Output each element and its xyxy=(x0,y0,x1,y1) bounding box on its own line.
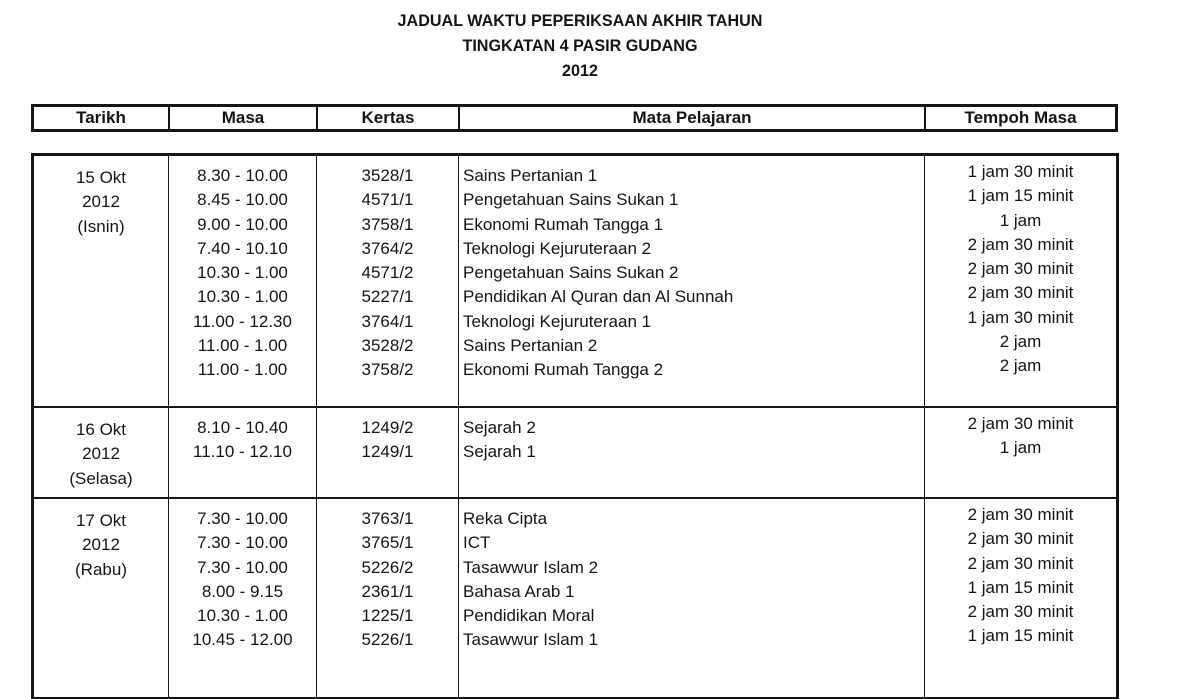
date-cell xyxy=(34,408,168,497)
kertas-cell: 4571/2 xyxy=(361,263,414,283)
masa-cell: 10.30 - 1.00 xyxy=(197,263,288,283)
date-line: (Selasa) xyxy=(69,468,133,488)
tempoh-masa-cell: 2 jam xyxy=(999,356,1042,376)
kertas-cell: 3758/1 xyxy=(361,214,414,234)
tempoh-masa-cell: 2 jam 30 minit xyxy=(967,505,1074,524)
mata-pelajaran-cell: Reka Cipta xyxy=(463,509,548,528)
masa-cell: 10.45 - 12.00 xyxy=(192,630,293,650)
kertas-cell-column xyxy=(316,408,458,497)
masa-cell: 7.40 - 10.10 xyxy=(197,238,288,258)
date-line: (Rabu) xyxy=(75,559,127,579)
kertas-cell-column xyxy=(316,156,458,406)
header-tarikh: Tarikh xyxy=(76,108,126,127)
tempoh-masa-cell-column xyxy=(924,156,1116,406)
mata-pelajaran-cell: Pendidikan Al Quran dan Al Sunnah xyxy=(463,287,734,307)
title-line-2: TINGKATAN 4 PASIR GUDANG xyxy=(462,36,698,55)
kertas-cell: 3765/1 xyxy=(361,533,414,553)
tempoh-masa-cell: 2 jam 30 minit xyxy=(967,553,1074,573)
masa-cell: 8.45 - 10.00 xyxy=(197,190,288,210)
kertas-cell: 3528/2 xyxy=(361,336,414,356)
masa-cell-column xyxy=(168,499,316,697)
tempoh-masa-cell: 1 jam xyxy=(999,210,1042,230)
header-mata-pelajaran: Mata Pelajaran xyxy=(458,107,924,129)
masa-cell: 7.30 - 10.00 xyxy=(197,533,288,553)
masa-cell: 11.10 - 12.10 xyxy=(193,442,292,462)
mata-pelajaran-cell-column xyxy=(458,408,924,497)
date-group xyxy=(34,499,1116,699)
document-title xyxy=(343,8,818,83)
title-line-1: JADUAL WAKTU PEPERIKSAAN AKHIR TAHUN xyxy=(397,11,763,30)
tempoh-masa-cell: 2 jam 30 minit xyxy=(967,414,1074,433)
exam-schedule-table xyxy=(31,153,1119,699)
kertas-cell: 3763/1 xyxy=(361,509,414,528)
mata-pelajaran-cell: Bahasa Arab 1 xyxy=(463,581,575,601)
date-line: 17 Okt xyxy=(75,511,127,530)
masa-cell: 7.30 - 10.00 xyxy=(197,557,288,577)
date-line: (Isnin) xyxy=(77,216,125,236)
masa-cell: 11.00 - 1.00 xyxy=(197,336,288,356)
mata-pelajaran-cell: Pengetahuan Sains Sukan 2 xyxy=(463,263,679,283)
mata-pelajaran-cell: Sejarah 2 xyxy=(463,418,536,437)
masa-cell: 7.30 - 10.00 xyxy=(197,509,288,528)
kertas-cell: 5226/1 xyxy=(361,630,414,650)
masa-cell-column xyxy=(168,156,316,406)
mata-pelajaran-cell: Teknologi Kejuruteraan 1 xyxy=(463,311,652,331)
mata-pelajaran-cell: Pendidikan Moral xyxy=(463,606,595,626)
date-group xyxy=(34,408,1116,499)
tempoh-masa-cell: 2 jam 30 minit xyxy=(967,283,1074,303)
masa-cell-column xyxy=(168,408,316,497)
mata-pelajaran-cell-column xyxy=(458,156,924,406)
date-cell xyxy=(34,156,168,406)
mata-pelajaran-cell-column xyxy=(458,499,924,697)
tempoh-masa-cell: 2 jam 30 minit xyxy=(967,259,1074,279)
date-line: 2012 xyxy=(82,192,120,212)
table-header xyxy=(31,104,1118,132)
mata-pelajaran-cell: Tasawwur Islam 2 xyxy=(463,557,599,577)
header-kertas: Kertas xyxy=(316,107,458,129)
mata-pelajaran-cell: Teknologi Kejuruteraan 2 xyxy=(463,238,652,258)
tempoh-masa-cell: 1 jam xyxy=(999,438,1042,458)
tempoh-masa-cell: 1 jam 15 minit xyxy=(967,186,1074,206)
kertas-cell: 5226/2 xyxy=(361,557,414,577)
header-tempoh-masa: Tempoh Masa xyxy=(924,107,1115,129)
tempoh-masa-cell-column xyxy=(924,408,1116,497)
tempoh-masa-cell: 2 jam 30 minit xyxy=(967,234,1074,254)
kertas-cell: 5227/1 xyxy=(361,287,414,307)
masa-cell: 11.00 - 12.30 xyxy=(193,311,292,331)
kertas-cell: 3758/2 xyxy=(361,360,414,380)
kertas-cell: 1249/1 xyxy=(361,442,414,462)
masa-cell: 8.10 - 10.40 xyxy=(197,418,288,437)
masa-cell: 10.30 - 1.00 xyxy=(197,287,288,307)
mata-pelajaran-cell: Pengetahuan Sains Sukan 1 xyxy=(463,190,679,210)
tempoh-masa-cell: 1 jam 30 minit xyxy=(967,162,1074,181)
mata-pelajaran-cell: ICT xyxy=(463,533,491,553)
tempoh-masa-cell: 1 jam 30 minit xyxy=(967,307,1074,327)
kertas-cell: 2361/1 xyxy=(361,581,414,601)
date-cell xyxy=(34,499,168,697)
mata-pelajaran-cell: Sains Pertanian 2 xyxy=(463,336,598,356)
tempoh-masa-cell: 1 jam 15 minit xyxy=(967,626,1074,646)
tempoh-masa-cell: 2 jam xyxy=(999,332,1042,352)
kertas-cell: 1249/2 xyxy=(361,418,414,437)
date-line: 16 Okt xyxy=(75,420,127,439)
date-group xyxy=(34,156,1116,408)
kertas-cell: 3764/1 xyxy=(361,311,414,331)
tempoh-masa-cell: 2 jam 30 minit xyxy=(967,529,1074,549)
mata-pelajaran-cell: Sejarah 1 xyxy=(463,442,536,462)
title-line-3: 2012 xyxy=(562,61,598,80)
tempoh-masa-cell: 1 jam 15 minit xyxy=(967,577,1074,597)
mata-pelajaran-cell: Ekonomi Rumah Tangga 1 xyxy=(463,214,664,234)
date-line: 2012 xyxy=(82,444,120,464)
mata-pelajaran-cell: Tasawwur Islam 1 xyxy=(463,630,599,650)
masa-cell: 8.30 - 10.00 xyxy=(197,166,288,185)
date-line: 2012 xyxy=(82,535,120,555)
kertas-cell: 3528/1 xyxy=(361,166,414,185)
tempoh-masa-cell: 2 jam 30 minit xyxy=(967,602,1074,622)
masa-cell: 10.30 - 1.00 xyxy=(197,606,288,626)
tempoh-masa-cell-column xyxy=(924,499,1116,697)
kertas-cell: 4571/1 xyxy=(361,190,414,210)
kertas-cell: 3764/2 xyxy=(361,238,414,258)
header-masa: Masa xyxy=(168,107,316,129)
date-line: 15 Okt xyxy=(75,168,127,187)
kertas-cell-column xyxy=(316,499,458,697)
masa-cell: 11.00 - 1.00 xyxy=(197,360,288,380)
masa-cell: 9.00 - 10.00 xyxy=(197,214,288,234)
kertas-cell: 1225/1 xyxy=(361,606,414,626)
masa-cell: 8.00 - 9.15 xyxy=(201,581,284,601)
mata-pelajaran-cell: Sains Pertanian 1 xyxy=(463,166,598,185)
mata-pelajaran-cell: Ekonomi Rumah Tangga 2 xyxy=(463,360,664,380)
